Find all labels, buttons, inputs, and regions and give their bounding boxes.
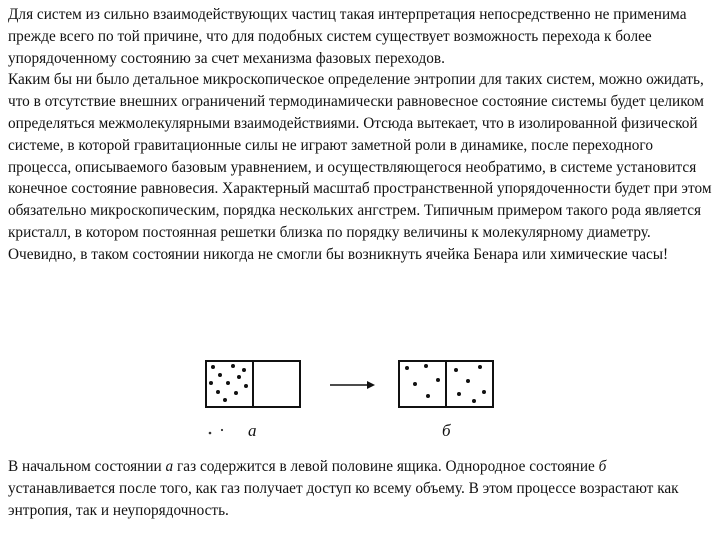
box-final-state: [399, 361, 493, 407]
caption-var-b: б: [598, 458, 607, 475]
figure-caption: [8, 456, 716, 521]
arrow-icon: [330, 381, 375, 389]
scan-marks: [209, 429, 223, 434]
caption-var-a: а: [165, 458, 174, 475]
gas-particles-left-half: [209, 364, 248, 402]
caption-text-2: газ содержится в левой половине ящика. Однородное состояние: [173, 458, 599, 475]
figure-label-a: а: [248, 421, 257, 440]
main-text: [8, 4, 716, 266]
paragraph-1: Для систем из сильно взаимодействующих частиц такая интерпретация непосредственно не применима прежде всего по той причине, что для подобных систем существует возможность перехода к более упорядоченному состоянию за счет механизма фазовых переходов.: [8, 6, 687, 67]
paragraph-2: Каким бы ни было детальное микроскопическое определение энтропии для таких систем, можно ожидать, что в отсутствие внешних ограничений термодинамически равновесное состояние системы будет целиком определяться межмолекулярными взаимодействиями. Отсюда вытекает, что в изолированной физической системе, в которой гравитационные силы не играют заметной роли в динамике, после переходного процесса, описываемого базовым уравнением, и осуществляющегося необратимо, в системе установится конечное состояние равновесия. Характерный масштаб пространственной упорядоченности будет при этом обязательно микроскопическим, порядка нескольких ангстрем. Типичным примером такого рода является кристалл, в котором постоянная решетки близка по порядку величины к молекулярному диаметру. Очевидно, в таком состоянии никогда не смогли бы возникнуть ячейка Бенара или химические часы!: [8, 71, 712, 263]
box-initial-state: [206, 361, 300, 407]
caption-text-3: устанавливается после того, как газ получает доступ ко всему объему. В этом процессе возрастают как энтропия, так и неупорядочность.: [8, 479, 679, 519]
gas-expansion-figure: [198, 356, 510, 448]
caption-text-1: В начальном состоянии: [8, 458, 166, 475]
figure-label-b: б: [442, 421, 451, 440]
